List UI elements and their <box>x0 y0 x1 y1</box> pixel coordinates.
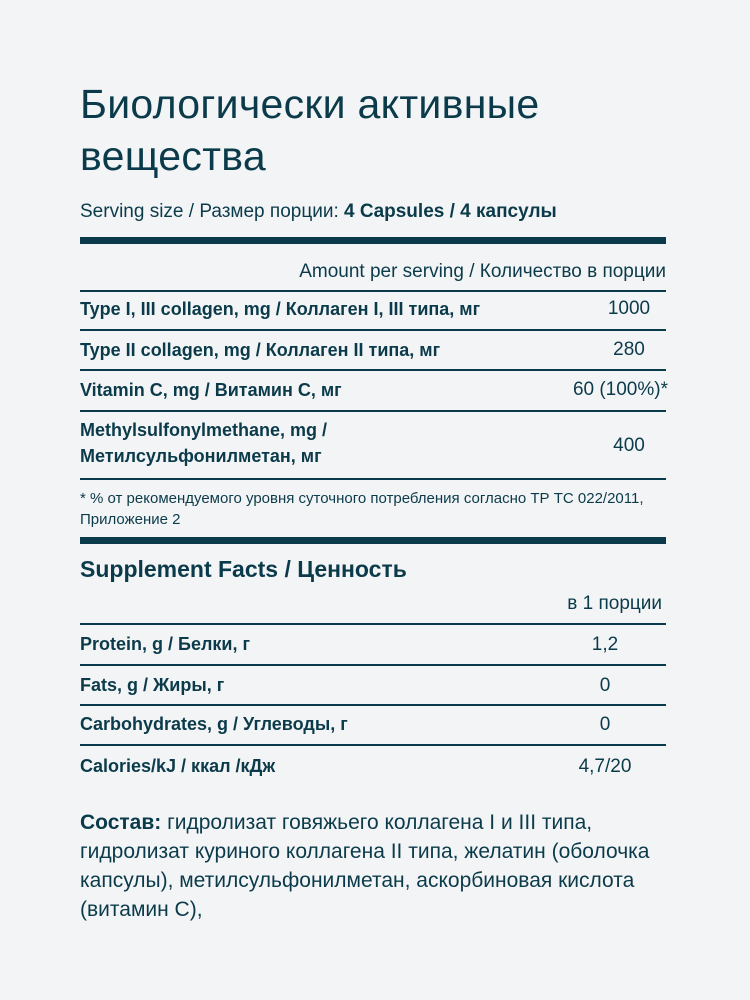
row-value-carbohydrates: 0 <box>599 714 611 735</box>
serving-size-value: 4 Capsules / 4 капсулы <box>344 201 557 222</box>
divider <box>80 290 666 292</box>
row-value-vitamin-c: 60 (100%)* <box>572 379 668 400</box>
row-value-msm: 400 <box>613 435 645 456</box>
row-label-protein: Protein, g / Белки, г <box>80 634 250 654</box>
divider <box>80 623 666 625</box>
row-value-calories: 4,7/20 <box>578 756 632 777</box>
composition-text: гидролизат говяжьего коллагена I и III типа, гидролизат куриного коллагена II типа, желатин (оболочка капсулы), метилсульфонилметан, аскорбиновая кислота (витамин С), <box>80 811 650 921</box>
divider <box>80 369 666 371</box>
row-value-fats: 0 <box>599 675 611 696</box>
divider <box>80 478 666 480</box>
divider <box>80 410 666 412</box>
row-label-collagen-1-3: Type I, III collagen, mg / Коллаген I, III типа, мг <box>80 299 481 319</box>
row-label-vitamin-c: Vitamin C, mg / Витамин C, мг <box>80 380 342 400</box>
composition <box>80 808 680 924</box>
row-label-fats: Fats, g / Жиры, г <box>80 675 225 695</box>
divider <box>80 704 666 706</box>
footnote: * % от рекомендуемого уровня суточного потребления согласно ТР ТС 022/2011, Приложение 2 <box>80 490 644 528</box>
divider <box>80 664 666 666</box>
serving-size <box>80 201 557 223</box>
divider <box>80 744 666 746</box>
row-label-carbohydrates: Carbohydrates, g / Углеводы, г <box>80 714 348 734</box>
row-label-collagen-2: Type II collagen, mg / Коллаген II типа, мг <box>80 340 441 360</box>
per-serving-header: в 1 порции <box>567 593 662 614</box>
row-value-collagen-1-3: 1000 <box>607 298 651 319</box>
divider-thick <box>80 237 666 244</box>
divider-thick <box>80 537 666 544</box>
row-value-protein: 1,2 <box>591 634 619 655</box>
row-label-calories: Calories/kJ / ккал /кДж <box>80 756 276 776</box>
row-label-msm-line2: Метилсульфонилметан, мг <box>80 446 322 466</box>
serving-size-label: Serving size / Размер порции: <box>80 201 339 222</box>
row-label-msm-line1: Methylsulfonylmethane, mg / <box>80 420 328 440</box>
row-value-collagen-2: 280 <box>613 339 645 360</box>
composition-label: Состав: <box>80 811 162 834</box>
page-title: Биологически активные вещества <box>80 81 540 179</box>
supplement-facts-title: Supplement Facts / Ценность <box>80 556 407 582</box>
divider <box>80 329 666 331</box>
amount-per-serving-header: Amount per serving / Количество в порции <box>299 261 666 282</box>
